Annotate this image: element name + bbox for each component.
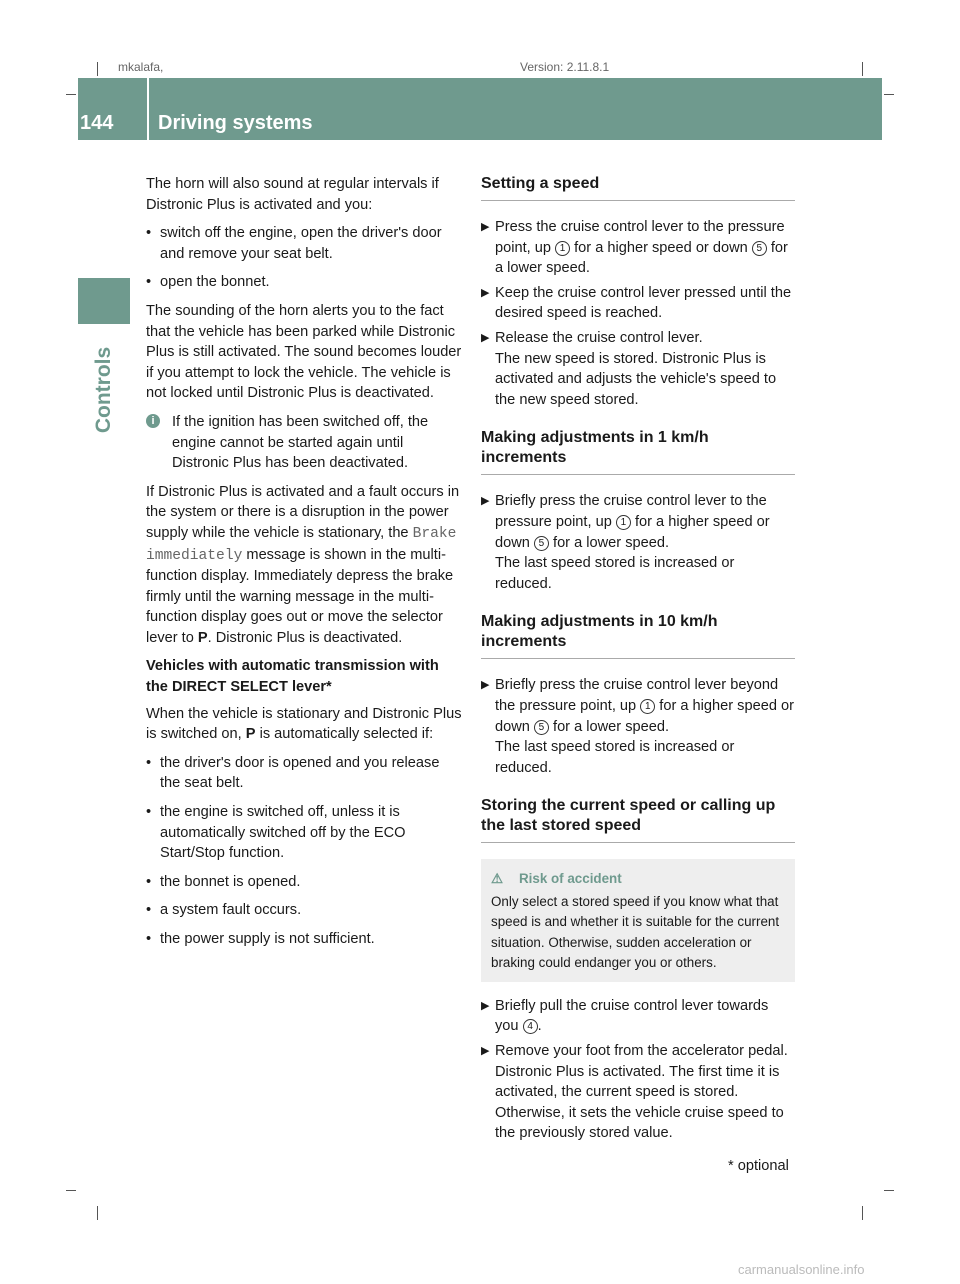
watermark: carmanualsonline.info	[738, 1262, 865, 1277]
callout-1-icon: 1	[555, 241, 570, 256]
subheading: Vehicles with automatic transmission with the DIRECT SELECT lever*	[146, 658, 439, 696]
paragraph: The sounding of the horn alerts you to the fact that the vehicle has been parked while Distronic Plus is still activated. The sound becomes louder if you attempt to lock the vehicle. The vehicle is not locked until Distronic Plus is deactivated.	[146, 302, 462, 402]
warning-box: ⚠ Risk of accident Only select a stored speed if you know what that speed is and whether it is suitable for the current situation. Otherwise, sudden acceleration or braking could endanger you or others.	[481, 859, 795, 982]
arrow-icon: ▶	[481, 999, 490, 1012]
section-heading: Making adjustments in 1 km/h increments	[481, 428, 795, 475]
header-divider	[147, 78, 149, 140]
callout-5-icon: 5	[752, 241, 767, 256]
crop-mark	[66, 1190, 76, 1191]
crop-mark	[862, 1206, 863, 1220]
paragraph: The horn will also sound at regular intervals if Distronic Plus is activated and you:	[146, 176, 439, 213]
instruction-step: ▶ Keep the cruise control lever pressed until the desired speed is reached.	[481, 284, 792, 322]
left-column	[146, 174, 462, 958]
page-number: 144	[80, 112, 114, 134]
paragraph: When the vehicle is stationary and Distronic Plus is switched on, P is automatically selected if:	[146, 705, 462, 743]
page-header	[78, 78, 882, 140]
paragraph: If Distronic Plus is activated and a fault occurs in the system or there is a disruption in the power supply while the vehicle is stationary, the Brake immediately message is shown in the multi-function display. Immediately depress the brake firmly until the warning message in the multi-function display goes out or move the selector lever to P. Distronic Plus is deactivated.	[146, 483, 460, 646]
crop-mark	[97, 62, 98, 76]
info-icon: i	[146, 414, 160, 428]
side-tab-block	[78, 278, 130, 324]
page-title: Driving systems	[158, 112, 313, 134]
callout-1-icon: 1	[616, 515, 631, 530]
list-item: • open the bonnet.	[146, 274, 270, 291]
instruction-step: ▶ Briefly press the cruise control lever beyond the pressure point, up 1 for a higher speed or down 5 for a lower speed. The last speed stored is increased or reduced.	[481, 677, 794, 776]
info-note: i If the ignition has been switched off, the engine cannot be started again until Distronic Plus has been deactivated.	[146, 412, 462, 474]
arrow-icon: ▶	[481, 221, 490, 233]
meta-version: Version: 2.11.8.1	[520, 60, 610, 74]
arrow-icon: ▶	[481, 679, 490, 692]
arrow-icon: ▶	[481, 286, 490, 299]
crop-mark	[66, 94, 76, 95]
instruction-step: ▶ Press the cruise control lever to the pressure point, up 1 for a higher speed or down 5 for a lower speed.	[481, 219, 788, 277]
list-item: • the engine is switched off, unless it is automatically switched off by the ECO Start/Stop function.	[146, 804, 406, 862]
arrow-icon: ▶	[481, 1044, 490, 1057]
instruction-step: ▶ Remove your foot from the accelerator pedal. Distronic Plus is activated. The first time it is activated, the current speed is stored. Otherwise, it sets the vehicle cruise speed to the previously stored value.	[481, 1042, 788, 1142]
list-item: • switch off the engine, open the driver's door and remove your seat belt.	[146, 225, 442, 262]
meta-author: mkalafa,	[118, 60, 164, 74]
side-tab-label: Controls	[92, 346, 115, 434]
instruction-step: ▶ Briefly press the cruise control lever to the pressure point, up 1 for a higher speed or down 5 for a lower speed. The last speed stored is increased or reduced.	[481, 493, 770, 592]
callout-4-icon: 4	[523, 1019, 538, 1034]
list-item: • the power supply is not sufficient.	[146, 931, 375, 947]
arrow-icon: ▶	[481, 495, 490, 508]
callout-5-icon: 5	[534, 536, 549, 551]
crop-mark	[862, 62, 863, 76]
section-heading: Making adjustments in 10 km/h increments	[481, 612, 795, 659]
callout-1-icon: 1	[640, 699, 655, 714]
section-heading: Storing the current speed or calling up the last stored speed	[481, 796, 795, 843]
crop-mark	[884, 94, 894, 95]
right-column	[481, 174, 795, 1148]
list-item: • the bonnet is opened.	[146, 873, 301, 890]
crop-mark	[884, 1190, 894, 1191]
crop-mark	[97, 1206, 98, 1220]
list-item: • a system fault occurs.	[146, 902, 302, 919]
arrow-icon: ▶	[481, 331, 490, 344]
instruction-step: ▶ Briefly pull the cruise control lever towards you 4 .	[481, 997, 769, 1035]
display-message: Brake immediately	[146, 525, 457, 564]
callout-5-icon: 5	[534, 720, 549, 735]
instruction-step: ▶ Release the cruise control lever. The new speed is stored. Distronic Plus is activated and adjusts the vehicle's speed to the new speed stored.	[481, 329, 777, 408]
footnote: * optional	[728, 1158, 789, 1174]
list-item: • the driver's door is opened and you release the seat belt.	[146, 754, 440, 792]
warning-triangle-icon: ⚠	[491, 871, 504, 887]
section-heading: Setting a speed	[481, 174, 795, 201]
